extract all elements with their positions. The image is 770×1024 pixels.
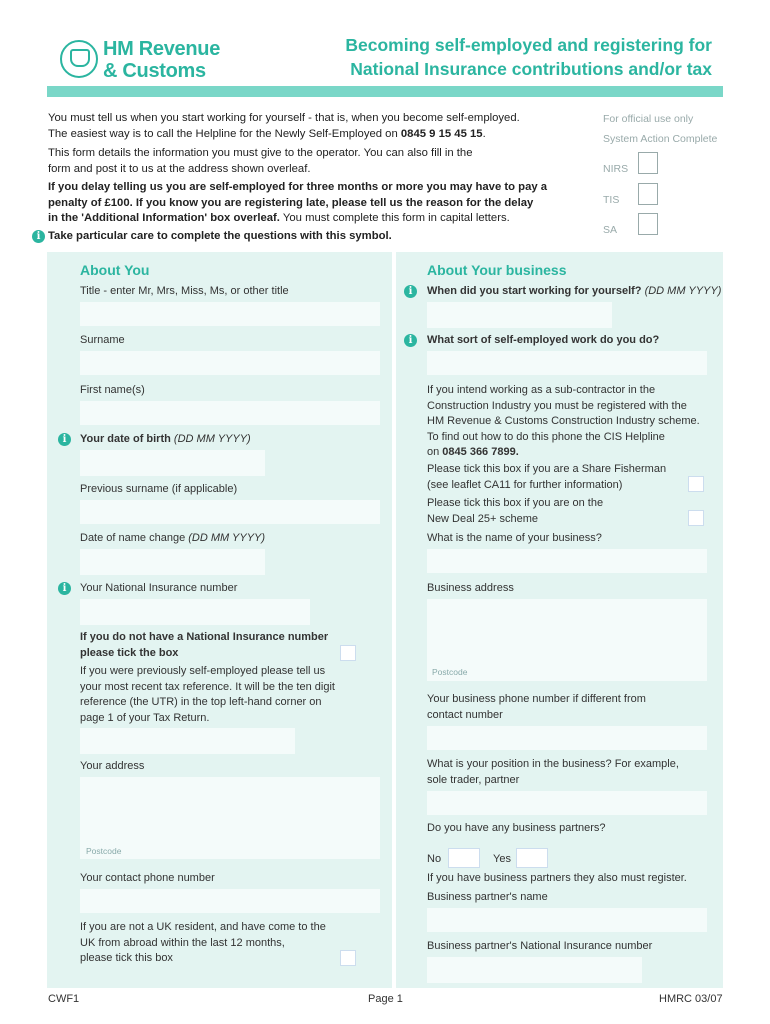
ni-number-input[interactable]: [80, 599, 310, 625]
business-phone-label: [427, 692, 646, 723]
intro-p1-line1: You must tell us when you start working for yourself - that is, when you become self-employed.: [48, 112, 520, 124]
form-version: HMRC 03/07: [659, 993, 723, 1005]
info-icon: i: [404, 334, 417, 347]
helpline-number: 0845 9 15 45 15: [400, 127, 483, 140]
partner-name-label: Business partner's name: [427, 891, 548, 903]
info-icon: i: [404, 285, 417, 298]
first-names-input[interactable]: [80, 401, 380, 425]
header-rule: [47, 86, 723, 97]
dob-label-text: Your date of birth: [80, 433, 171, 445]
page-number: Page 1: [368, 993, 403, 1005]
cis-line5-text: on: [427, 446, 443, 458]
non-uk-label: [80, 920, 326, 967]
partners-no-label: No: [427, 853, 442, 865]
surname-input[interactable]: [80, 351, 380, 375]
partners-question: Do you have any business partners?: [427, 822, 606, 834]
new-deal-line1: Please tick this box if you are on the: [427, 497, 604, 509]
cis-helpline-number: 0845 366 7899.: [442, 446, 519, 458]
name-change-label: [80, 531, 265, 547]
position-label: [427, 757, 679, 788]
share-fisherman-checkbox[interactable]: [688, 476, 704, 492]
title-input[interactable]: [80, 302, 380, 326]
name-change-hint: (DD MM YYYY): [188, 532, 266, 544]
non-uk-line1: If you are not a UK resident, and have come to the: [80, 921, 326, 933]
business-phone-line1: Your business phone number if different from: [427, 693, 646, 705]
official-sa-label: SA: [603, 224, 618, 236]
dob-hint: (DD MM YYYY): [173, 433, 251, 445]
contact-phone-input[interactable]: [80, 889, 380, 913]
cis-line4: To find out how to do this phone the CIS Helpline: [427, 430, 665, 443]
intro-p3-rest: You must complete this form in capital letters.: [279, 212, 510, 224]
partner-ni-input[interactable]: [427, 957, 642, 983]
intro-paragraph-2: [48, 146, 558, 177]
partners-yes-label: Yes: [493, 853, 511, 865]
info-icon: i: [32, 230, 45, 243]
business-postcode-label: Postcode: [432, 667, 468, 677]
official-tis-label: TIS: [603, 194, 620, 206]
form-code: CWF1: [48, 993, 80, 1005]
work-type-label: What sort of self-employed work do you do?: [427, 334, 660, 346]
no-ni-line1: If you do not have a National Insurance number: [80, 631, 329, 643]
logo-line-2: & Customs: [103, 60, 206, 82]
ni-number-label: Your National Insurance number: [80, 582, 238, 594]
start-date-input[interactable]: [427, 302, 612, 328]
page-title: [300, 33, 712, 81]
title-label: Title - enter Mr, Mrs, Miss, Ms, or other title: [80, 285, 289, 297]
intro-p3-line2: penalty of £100. If you know you are registering late, please tell us the reason for the delay: [48, 196, 534, 209]
utr-label: [80, 664, 335, 726]
non-uk-line3: please tick this box: [80, 952, 173, 964]
title-line-2: National Insurance contributions and/or tax: [350, 59, 712, 79]
no-ni-checkbox[interactable]: [340, 645, 356, 661]
info-icon: i: [58, 433, 71, 446]
dob-input[interactable]: [80, 450, 265, 476]
dob-label: [80, 432, 251, 448]
non-uk-checkbox[interactable]: [340, 950, 356, 966]
utr-line4: page 1 of your Tax Return.: [80, 711, 210, 724]
contact-phone-label: Your contact phone number: [80, 872, 215, 884]
intro-p3-line3: [48, 211, 558, 227]
position-line2: sole trader, partner: [427, 773, 520, 786]
previous-surname-input[interactable]: [80, 500, 380, 524]
title-line-1: Becoming self-employed and registering for: [345, 35, 712, 55]
new-deal-checkbox[interactable]: [688, 510, 704, 526]
partners-no-checkbox[interactable]: [448, 848, 480, 868]
new-deal-line2: New Deal 25+ scheme: [427, 512, 538, 525]
name-change-text: Date of name change: [80, 532, 186, 544]
start-date-text: When did you start working for yourself?: [427, 285, 642, 297]
about-you-heading: About You: [80, 262, 150, 278]
work-type-input[interactable]: [427, 351, 707, 375]
position-input[interactable]: [427, 791, 707, 815]
cis-line3: HM Revenue & Customs Construction Industry scheme.: [427, 415, 700, 427]
official-use-heading: For official use only: [603, 113, 694, 125]
official-use-subheading: System Action Complete: [603, 133, 718, 145]
logo-line-1: HM Revenue: [103, 38, 221, 60]
partner-name-input[interactable]: [427, 908, 707, 932]
cis-info: [427, 383, 700, 461]
partner-ni-label: Business partner's National Insurance number: [427, 940, 653, 952]
fisher-line1: Please tick this box if you are a Share Fisherman: [427, 463, 667, 475]
intro-p1-end: .: [482, 127, 486, 140]
intro-p1-line2: [48, 127, 558, 143]
business-phone-line2: contact number: [427, 708, 503, 721]
non-uk-line2: UK from abroad within the last 12 months,: [80, 936, 285, 949]
intro-p1-text: The easiest way is to call the Helpline for the Newly Self-Employed on: [48, 127, 401, 140]
business-name-label: What is the name of your business?: [427, 532, 602, 544]
partners-register-note: If you have business partners they also must register.: [427, 872, 687, 884]
intro-p3-line1: If you delay telling us you are self-employed for three months or more you may have to pay a: [48, 181, 548, 193]
intro-p2-line1: This form details the information you must give to the operator. You can also fill in the: [48, 147, 473, 159]
utr-line3: reference (the UTR) in the top left-hand corner on: [80, 696, 322, 708]
crown-icon: [70, 49, 90, 67]
hmrc-logo: [103, 38, 220, 82]
no-ni-label: [80, 630, 328, 661]
intro-p2-line2: form and post it to us at the address shown overleaf.: [48, 162, 311, 175]
intro-paragraph-4: Take particular care to complete the questions with this symbol.: [48, 230, 392, 242]
fisher-line2: (see leaflet CA11 for further information): [427, 478, 623, 491]
business-phone-input[interactable]: [427, 726, 707, 750]
cis-line1: If you intend working as a sub-contractor in the: [427, 384, 656, 396]
address-input[interactable]: [80, 777, 380, 859]
official-nirs-box[interactable]: [638, 152, 658, 174]
business-name-input[interactable]: [427, 549, 707, 573]
share-fisherman-label: [427, 462, 666, 493]
official-sa-box[interactable]: [638, 213, 658, 235]
surname-label: Surname: [80, 334, 125, 346]
business-address-label: Business address: [427, 582, 514, 594]
first-names-label: First name(s): [80, 384, 145, 396]
official-nirs-label: NIRS: [603, 163, 629, 175]
official-tis-box[interactable]: [638, 183, 658, 205]
about-business-heading: About Your business: [427, 262, 567, 278]
info-icon: i: [58, 582, 71, 595]
utr-line1: If you were previously self-employed please tell us: [80, 665, 326, 677]
address-label: Your address: [80, 760, 145, 772]
intro-paragraph-3: [48, 180, 558, 227]
intro-paragraph-1: [48, 111, 558, 142]
name-change-date-input[interactable]: [80, 549, 265, 575]
no-ni-line2: please tick the box: [80, 646, 179, 659]
cis-line5: [427, 445, 700, 461]
cis-line2: Construction Industry you must be registered with the: [427, 399, 687, 412]
position-line1: What is your position in the business? For example,: [427, 758, 679, 770]
intro-p3-bold: in the 'Additional Information' box overleaf.: [48, 212, 280, 224]
start-date-hint: (DD MM YYYY): [644, 285, 722, 297]
business-address-input[interactable]: [427, 599, 707, 681]
utr-input[interactable]: [80, 728, 295, 754]
partners-yes-checkbox[interactable]: [516, 848, 548, 868]
start-date-label: [427, 284, 721, 300]
previous-surname-label: Previous surname (if applicable): [80, 483, 238, 495]
new-deal-label: [427, 496, 603, 527]
utr-line2: your most recent tax reference. It will be the ten digit: [80, 680, 335, 693]
address-postcode-label: Postcode: [86, 846, 122, 856]
